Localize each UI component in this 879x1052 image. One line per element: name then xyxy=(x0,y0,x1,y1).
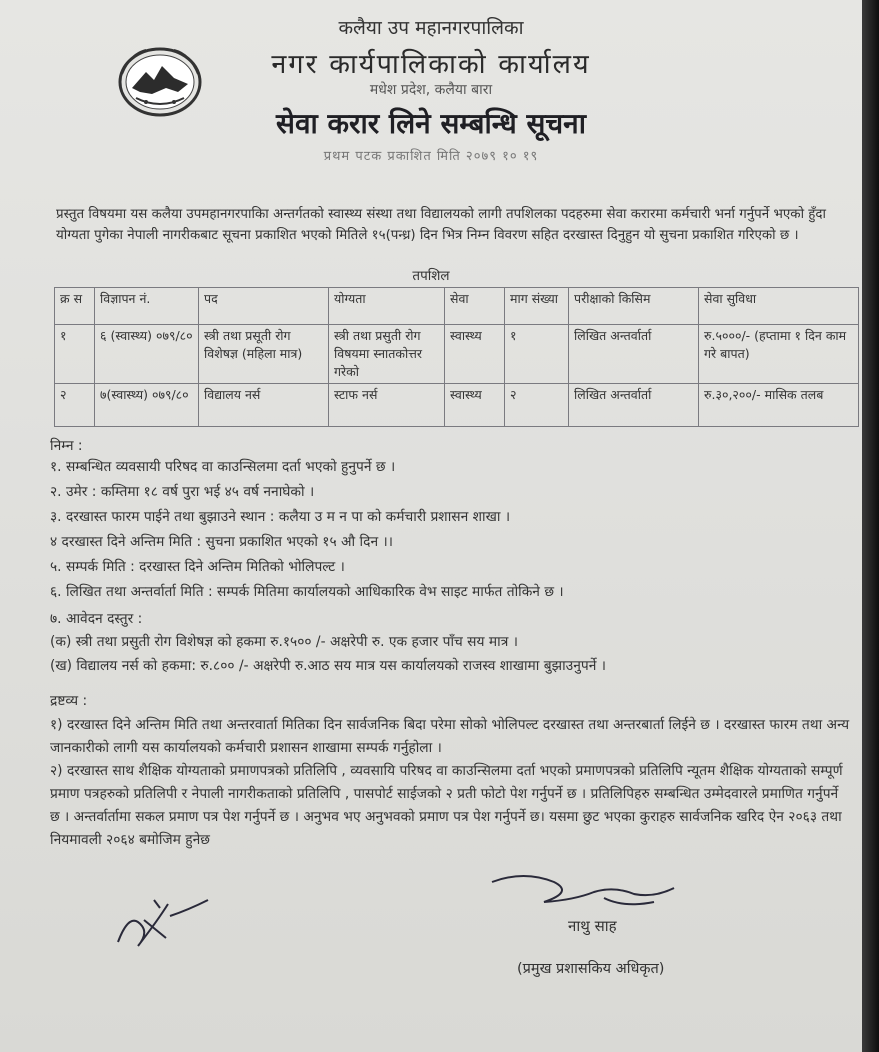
col-header-exam-type: परीक्षाको किसिम xyxy=(569,288,699,325)
vacancy-table xyxy=(54,287,859,427)
list-item: ५. सम्पर्क मिति : दरखास्त दिने अन्तिम मितिको भोलिपल्ट । xyxy=(50,559,345,575)
list-item: १. सम्बन्धित व्यवसायी परिषद वा काउन्सिलमा दर्ता भएको हुनुपर्ने छ । xyxy=(50,459,396,475)
signatory-name: नाथु साह xyxy=(568,917,617,935)
table-row xyxy=(55,325,859,384)
cell-facility: रु.३०,२००/- मासिक तलब xyxy=(699,384,859,427)
table-caption: तपशिल xyxy=(412,268,450,284)
cell-demand: २ xyxy=(505,384,569,427)
notes-heading: द्रष्टव्य : xyxy=(50,693,88,709)
intro-paragraph: प्रस्तुत विषयमा यस कलैया उपमहानगरपाकिा अन्तर्गतको स्वास्थ्य संस्था तथा विद्यालयको लागी तपशिलका पदहरुमा सेवा करारमा कर्मचारी भर्ना गर्नुपर्ने भएको हुँदा योग्यता पुगेका नेपाली नागरीकबाट सूचना प्रकाशित भएको मितिले १५(पन्ध्र) दिन भित्र निम्न विवरण सहित दरखास्त दिनुहुन यो सुचना प्रकाशित गरिएको छ । xyxy=(56,207,826,243)
cell-facility: रु.५०००/- (हप्तामा १ दिन काम गरे बापत) xyxy=(699,325,859,384)
office-address: मधेश प्रदेश, कलैया बारा xyxy=(369,82,493,98)
cell-exam-type: लिखित अन्तर्वार्ता xyxy=(569,384,699,427)
handwritten-signature-left-icon xyxy=(108,880,218,960)
handwritten-signature-right-icon xyxy=(484,868,684,918)
notice-title: सेवा करार लिने सम्बन्धि सूचना xyxy=(276,107,586,140)
list-item: (क) स्त्री तथा प्रसुती रोग विशेषज्ञ को हकमा रु.१५०० /- अक्षरेपी रु. एक हजार पाँच सय मात्र । xyxy=(50,634,518,650)
photo-dark-edge xyxy=(862,0,879,1052)
signatory-designation: (प्रमुख प्रशासकिय अधिकृत) xyxy=(517,961,665,977)
list-item: ७. आवेदन दस्तुर : xyxy=(50,611,143,627)
cell-ad-no: ६ (स्वास्थ्य) ०७९/८० xyxy=(95,325,199,384)
cell-post: स्त्री तथा प्रसूती रोग विशेषज्ञ (महिला मात्र) xyxy=(199,325,329,384)
col-header-service: सेवा xyxy=(445,288,505,325)
note-item: १) दरखास्त दिने अन्तिम मिति तथा अन्तरवार्ता मितिका दिन सार्वजनिक बिदा परेमा सोको भोलिपल्ट दरखास्त तथा अन्तरबार्ता लिईने छ । दरखास्त फारम तथा अन्य जानकारीको लागी यस कार्यालयको कर्मचारी प्रशासन शाखामा सम्पर्क गर्नुहोला । xyxy=(50,717,850,756)
cell-service: स्वास्थ्य xyxy=(445,384,505,427)
list-item: ३. दरखास्त फारम पाईने तथा बुझाउने स्थान : कलैया उ म न पा को कर्मचारी प्रशासन शाखा । xyxy=(50,509,511,525)
cell-service: स्वास्थ्य xyxy=(445,325,505,384)
table-header-row xyxy=(55,288,859,325)
cell-post: विद्यालय नर्स xyxy=(199,384,329,427)
col-header-ad-no: विज्ञापन नं. xyxy=(95,288,199,325)
cell-serial: १ xyxy=(55,325,95,384)
col-header-demand: माग संख्या xyxy=(505,288,569,325)
cell-exam-type: लिखित अन्तर्वार्ता xyxy=(569,325,699,384)
office-name: नगर कार्यपालिकाको कार्यालय xyxy=(271,49,591,80)
list-item: ४ दरखास्त दिने अन्तिम मिति : सुचना प्रकाशित भएको १५ औ दिन ।। xyxy=(50,534,393,550)
list-item: (ख) विद्यालय नर्स को हकमा: रु.८०० /- अक्षरेपी रु.आठ सय मात्र यस कार्यालयको राजस्व शाखामा बुझाउनुपर्ने । xyxy=(50,658,606,674)
cell-ad-no: ७(स्वास्थ्य) ०७९/८० xyxy=(95,384,199,427)
cell-serial: २ xyxy=(55,384,95,427)
cell-qualification: स्त्री तथा प्रसुती रोग विषयमा स्नातकोत्तर गरेको xyxy=(329,325,445,384)
list-item: ६. लिखित तथा अन्तर्वार्ता मिति : सम्पर्क मितिमा कार्यालयको आधिकारिक वेभ साइट मार्फत तोकिने छ । xyxy=(50,584,564,600)
col-header-facility: सेवा सुविधा xyxy=(699,288,859,325)
col-header-serial: क्र स xyxy=(55,288,95,325)
publication-date: प्रथम पटक प्रकाशित मिति २०७९ १० १९ xyxy=(323,149,539,164)
list-item: २. उमेर : कम्तिमा १८ वर्ष पुरा भई ४५ वर्ष ननाघेको । xyxy=(50,484,315,500)
conditions-heading: निम्न : xyxy=(50,438,83,454)
cell-demand: १ xyxy=(505,325,569,384)
cell-qualification: स्टाफ नर्स xyxy=(329,384,445,427)
col-header-post: पद xyxy=(199,288,329,325)
note-item: २) दरखास्त साथ शैक्षिक योग्यताको प्रमाणपत्रको प्रतिलिपि , व्यवसायि परिषद वा काउन्सिलमा दर्ता भएको प्रमाणपत्रको प्रतिलिपि न्यूतम शैक्षिक योग्यताको सम्पूर्ण प्रमाण पत्रहरुको प्रतिलिपी र नेपाली नागरीकताको प्रतिलिपि , पासपोर्ट साईजको २ प्रती फोटो पेश गर्नुपर्ने छ । प्रतिलिपिहरु सम्बन्धित उम्मेदवारले प्रमाणित गर्नुपर्ने छ । अन्तर्वार्तामा सकल प्रमाण पत्र पेश गर्नुपर्ने छ । अनुभव भए अनुभवको प्रमाण पत्र पेश गर्नुपर्ने छ। यसमा छुट भएका कुराहरु सार्वजनिक खरिद ऐन २०६३ तथा नियमावली २०६४ बमोजिम हुनेछ xyxy=(50,763,843,848)
municipality-name: कलैया उप महानगरपालिका xyxy=(338,17,524,39)
col-header-qualification: योग्यता xyxy=(329,288,445,325)
table-row xyxy=(55,384,859,427)
